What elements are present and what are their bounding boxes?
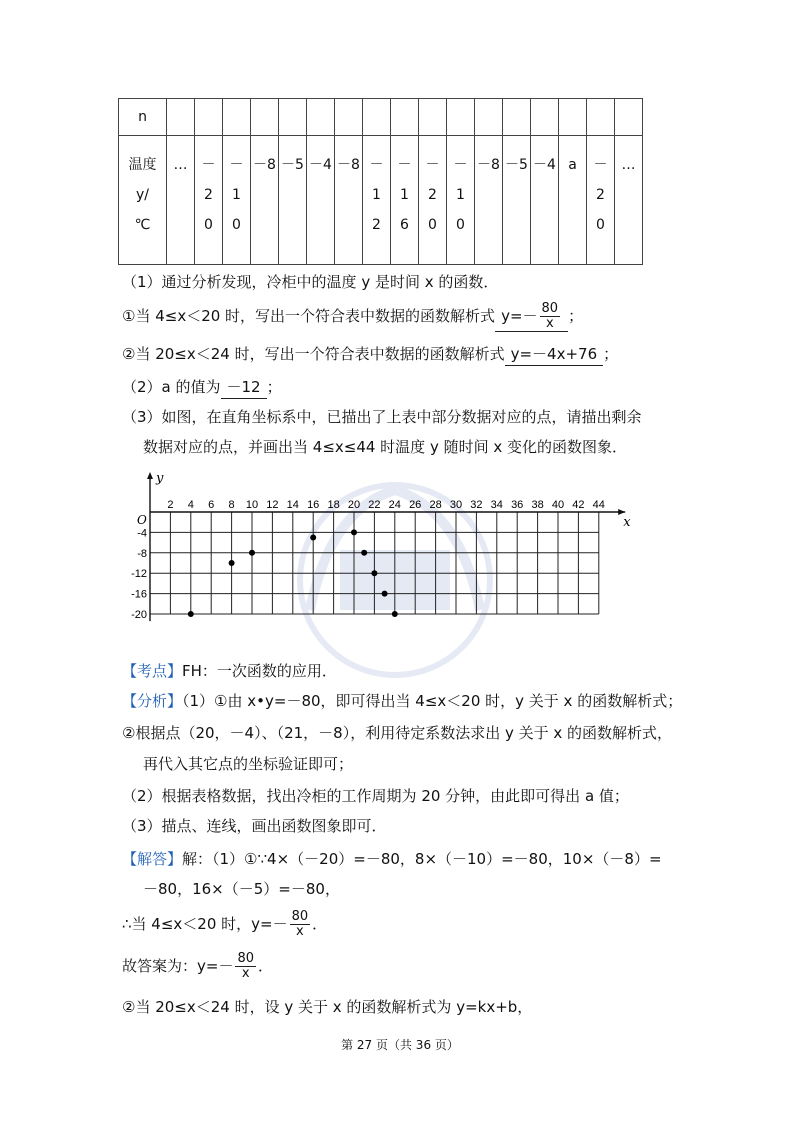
x-tick-label: 40: [551, 499, 565, 511]
fenxi-line3: 再代入其它点的坐标验证即可；: [143, 755, 354, 773]
table-cell-text: －: [425, 157, 440, 173]
table-cell-text: －4: [309, 157, 332, 173]
origin-label: O: [137, 513, 147, 527]
table-cell: [307, 136, 335, 265]
q3-line2: 数据对应的点，并画出当 4≤x≤44 时温度 y 随时间 x 变化的函数图象．: [143, 438, 628, 456]
x-tick-label: 22: [368, 499, 381, 511]
jieda-line2: －80，16×（－5）=－80，: [143, 880, 340, 898]
x-tick-label: 16: [307, 499, 320, 511]
q3-line1: （3）如图，在直角坐标系中，已描出了上表中部分数据对应的点，请描出剩余: [122, 408, 642, 426]
table-cell-text: 2: [428, 187, 437, 203]
table-cell-text: －: [229, 157, 244, 173]
table-cell-text: 1: [456, 187, 465, 203]
header-label-n: n: [119, 99, 167, 136]
q1-part2-answer: y=－4x+76: [505, 343, 604, 366]
table-cell: [419, 136, 447, 265]
x-tick-label: 44: [592, 499, 605, 511]
x-tick-label: 8: [228, 499, 235, 511]
table-cell-text: 6: [400, 217, 409, 233]
table-cell-text: 1: [232, 187, 241, 203]
table-cell: [279, 136, 307, 265]
data-point: [249, 550, 255, 556]
table-cell: [167, 136, 195, 265]
jieda-line3: ∴当 4≤x＜20 时，y=－ $\frac{80}{x}$ ．: [122, 909, 328, 939]
y-tick-label: -12: [131, 568, 147, 581]
x-tick-label: 14: [286, 499, 299, 511]
data-point: [351, 529, 357, 535]
table-cell-text: －5: [281, 157, 304, 173]
q1-part1: ①当 4≤x＜20 时，写出一个符合表中数据的函数解析式 y=－ $\frac{80}{x}$ ；: [122, 301, 584, 331]
table-cell-text: 0: [596, 217, 605, 233]
table-cell: [447, 136, 475, 265]
table-cell: [559, 136, 587, 265]
table-cell-text: …: [173, 157, 188, 173]
table-header-row: [119, 99, 643, 136]
q1-part1-answer: y=－ $\frac{80}{x}$: [495, 302, 568, 332]
y-tick-label: -8: [137, 547, 147, 560]
y-tick-label: -16: [131, 588, 147, 601]
q2: （2）a 的值为 －12 ；: [122, 376, 282, 399]
table-cell-text: a: [568, 157, 577, 173]
data-point: [188, 611, 194, 617]
y-axis-arrow-icon: [147, 472, 153, 479]
x-tick-label: 42: [572, 499, 585, 511]
jieda-tag: 【解答】: [122, 850, 183, 868]
table-cell-text: －: [369, 157, 384, 173]
table-cell-text: …: [621, 157, 636, 173]
table-cell-text: －: [201, 157, 216, 173]
table-cell-text: 2: [372, 217, 381, 233]
y-tick-label: -20: [131, 609, 147, 621]
data-point: [382, 591, 388, 597]
y-tick-label: -4: [137, 527, 147, 540]
x-tick-label: 38: [531, 499, 544, 511]
table-cell-text: 1: [372, 187, 381, 203]
table-cell-text: －8: [477, 157, 500, 173]
table-cell-text: 0: [456, 217, 465, 233]
jieda-line4: 故答案为：y=－ $\frac{80}{x}$ ．: [122, 951, 274, 981]
x-tick-label: 30: [449, 499, 463, 511]
table-cell: [223, 136, 251, 265]
kaodian-tag: 【考点】: [122, 662, 183, 680]
table-cell-text: －8: [337, 157, 360, 173]
kaodian: 【考点】FH：一次函数的应用．: [122, 662, 337, 680]
y-axis-label: y: [156, 471, 164, 486]
x-tick-label: 10: [245, 499, 259, 511]
page-footer: 第 27 页（共 36 页）: [341, 1038, 459, 1052]
table-cell: [363, 136, 391, 265]
table-cell-text: －4: [533, 157, 556, 173]
table-cell: [615, 136, 643, 265]
table-cell-text: －8: [253, 157, 276, 173]
x-tick-label: 2: [167, 499, 174, 511]
table-cell: [195, 136, 223, 265]
data-point: [229, 560, 235, 566]
q2-answer: －12: [221, 376, 267, 399]
table-temperature-row: [119, 136, 643, 265]
jieda-line1: 【解答】解：（1）①∵4×（－20）=－80，8×（－10）=－80，10×（－8）=: [122, 850, 662, 868]
data-point: [361, 550, 367, 556]
table-cell-text: －: [397, 157, 412, 173]
x-tick-label: 28: [429, 499, 442, 511]
x-axis-label: x: [623, 515, 631, 530]
x-tick-label: 4: [187, 499, 194, 511]
x-tick-label: 24: [388, 499, 401, 511]
q1-part2: ②当 20≤x＜24 时，写出一个符合表中数据的函数解析式 y=－4x+76 ；: [122, 343, 618, 366]
table-cell: [587, 136, 615, 265]
data-point: [371, 570, 377, 576]
table-cell-text: －5: [505, 157, 528, 173]
table-cell: [391, 136, 419, 265]
x-tick-label: 20: [347, 499, 361, 511]
coordinate-chart: [110, 466, 631, 641]
jieda-line5: ②当 20≤x＜24 时，设 y 关于 x 的函数解析式为 y=kx+b，: [122, 998, 533, 1016]
table-cell-text: 0: [204, 217, 213, 233]
x-tick-label: 32: [470, 499, 483, 511]
data-point: [310, 535, 316, 541]
row-label-temperature: 温度 y/ ℃: [119, 136, 167, 265]
table-cell-text: －: [593, 157, 608, 173]
table-cell-text: 0: [232, 217, 241, 233]
x-tick-label: 36: [511, 499, 524, 511]
fenxi-line4: （2）根据表格数据，找出冷柜的工作周期为 20 分钟，由此即可得出 a 值；: [122, 787, 629, 805]
table-cell-text: －: [453, 157, 468, 173]
fenxi-tag: 【分析】: [122, 692, 183, 710]
table-cell: [503, 136, 531, 265]
x-tick-label: 34: [490, 499, 503, 511]
x-tick-label: 26: [409, 499, 422, 511]
x-tick-label: 6: [208, 499, 215, 511]
data-point: [392, 611, 398, 617]
table-cell: [475, 136, 503, 265]
q1-intro: （1）通过分析发现，冷柜中的温度 y 是时间 x 的函数．: [122, 273, 499, 291]
table-cell-text: 2: [204, 187, 213, 203]
x-tick-label: 18: [327, 499, 340, 511]
table-cell-text: 1: [400, 187, 409, 203]
fenxi-line2: ②根据点（20，－4）、（21，－8），利用待定系数法求出 y 关于 x 的函数解析式，: [122, 724, 673, 742]
table-cell-text: 0: [428, 217, 437, 233]
table-cell-text: 2: [596, 187, 605, 203]
fenxi-line5: （3）描点、连线，画出函数图象即可．: [122, 817, 387, 835]
table-cell: [251, 136, 279, 265]
fenxi-line1: 【分析】（1）①由 x•y=－80，即可得出当 4≤x＜20 时，y 关于 x 的函数解析式；: [122, 692, 683, 710]
table-cell: [335, 136, 363, 265]
temperature-table: [118, 98, 643, 265]
table-cell: [531, 136, 559, 265]
x-tick-label: 12: [266, 499, 279, 511]
